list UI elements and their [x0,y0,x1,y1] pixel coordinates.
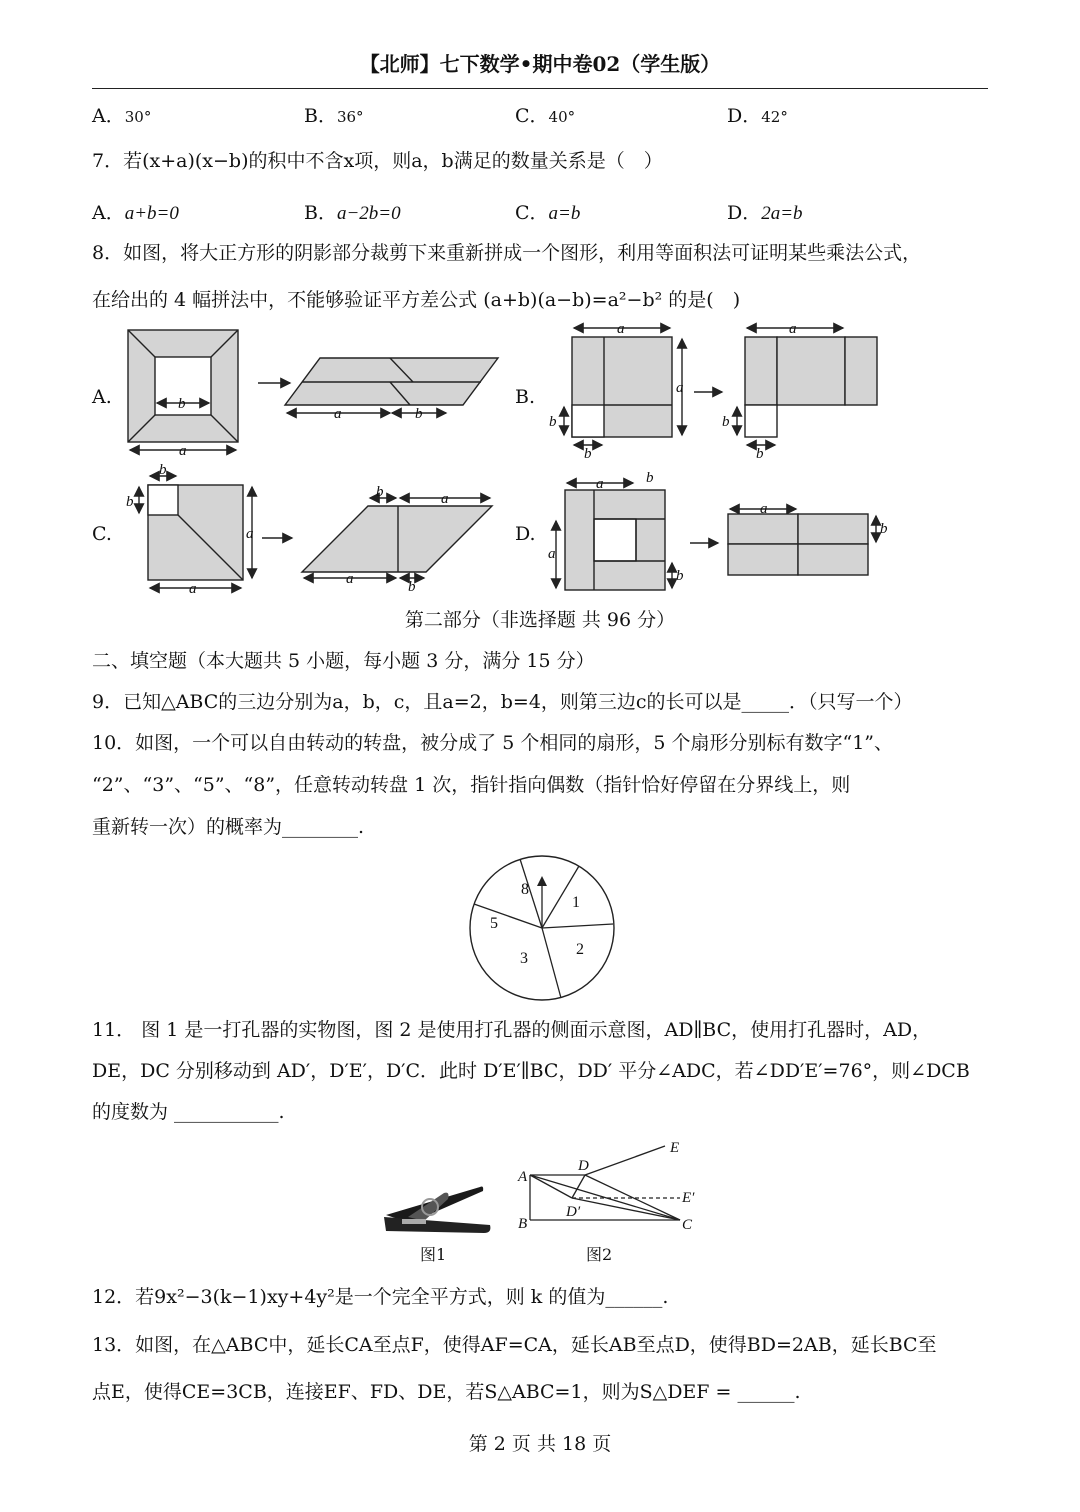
point-d-prime: D′ [566,1204,581,1220]
fig-a2-label-b: b [415,406,423,422]
hole-puncher-photo [380,1145,500,1245]
fig-d-label-b-top: b [646,470,654,486]
fig-d-label-a-top: a [596,476,604,492]
part2-title: 第二部分（非选择题 共 96 分） [404,609,676,631]
sector-1: 1 [572,894,580,911]
q8-line-2: 在给出的 4 幅拼法中，不能够验证平方差公式 (a+b)(a−b)=a²−b² 的是( ) [92,289,741,311]
point-e: E [670,1140,680,1156]
fig-c2-label-a-bottom: a [346,571,354,587]
fig-d-label-b-side: b [676,568,684,584]
page-header-title: 【北师】七下数学•期中卷02（学生版） [359,52,721,76]
q6-option-c[interactable]: C．40° [515,105,576,127]
q8-figures [0,310,1080,610]
fig-d-square [565,490,665,590]
page-footer: 第 2 页 共 18 页 [468,1433,612,1455]
fig2-caption: 图2 [586,1245,613,1264]
q8-fig-label-c[interactable]: C. [92,523,112,545]
q8-fig-label-a[interactable]: A. [92,386,112,408]
q10-line-1: 10．如图，一个可以自由转动的转盘，被分成了 5 个相同的扇形，5 个扇形分别标有数字“1”、 [92,732,893,754]
sector-2: 2 [576,941,584,958]
point-a: A [518,1169,528,1185]
fig-b-rearranged [745,337,877,437]
q13-line-2: 点E，使得CE=3CB，连接EF、FD、DE，若S△ABC=1，则为S△DEF = ______. [92,1381,801,1403]
q13-line-1: 13．如图，在△ABC中，延长CA至点F，使得AF=CA，延长AB至点D，使得BD=2AB，延长BC至 [92,1334,937,1356]
fig-d2-label-a: a [760,501,768,517]
q12-text: 12．若9x²−3(k−1)xy+4y²是一个完全平方式，则 k 的值为______. [92,1286,669,1308]
q7-stem: 7．若(x+a)(x−b)的积中不含x项，则a，b满足的数量关系是（ ） [92,150,663,172]
fig-b-label-b-bottom: b [584,446,592,462]
fig1-caption: 图1 [420,1245,447,1264]
q6-option-a[interactable]: A．30° [92,105,152,127]
fig-c-label-a-bottom: a [189,581,197,597]
point-b: B [518,1216,528,1232]
q6-option-b[interactable]: B．36° [304,105,364,127]
q9-text: 9．已知△ABC的三边分别为a，b，c，且a=2，b=4，则第三边c的长可以是_____．（只写一个） [92,691,913,713]
q8-fig-label-b[interactable]: B. [515,386,536,408]
fig-b-label-a-top: a [617,321,625,337]
header-divider [92,88,988,89]
puncher-diagram [510,1132,710,1242]
fig-c-label-b-top: b [159,462,167,478]
fig-a-parallelogram [285,358,498,405]
fig-c2-label-a-top: a [441,491,449,507]
fig-b2-label-a: a [789,321,797,337]
q8-line-1: 8．如图，将大正方形的阴影部分裁剪下来重新拼成一个图形，利用等面积法可证明某些乘法公式， [92,242,922,264]
point-e-prime: E′ [682,1190,695,1206]
q10-line-3: 重新转一次）的概率为________. [92,816,365,838]
q7-option-d[interactable]: D．2a=b [727,202,803,224]
q7-option-b[interactable]: B．a−2b=0 [304,202,401,224]
q6-option-d[interactable]: D．42° [727,105,788,127]
spinner-wheel [466,852,626,1012]
fig-c-label-b-side: b [126,494,134,510]
fig-c-square [148,485,243,580]
fig-c-parallelogram [302,506,492,572]
fig-a-label-b: b [178,396,186,412]
fig-b-label-a-side: a [676,380,684,396]
fig-a-label-a: a [179,443,187,459]
sector-3: 3 [520,950,528,967]
fig-a-square [128,330,238,442]
fig-b2-label-b-side: b [722,414,730,430]
q11-line-1: 11． 图 1 是一打孔器的实物图，图 2 是使用打孔器的侧面示意图，AD∥BC，使用打孔器时，AD， [92,1019,932,1041]
sector-5: 5 [490,915,498,932]
fig-b-square [572,337,672,437]
q10-line-2: “2”、“3”、“5”、“8”，任意转动转盘 1 次，指针指向偶数（指针恰好停留在分界线上，则 [92,774,851,796]
fig-a2-label-a: a [334,406,342,422]
point-c: C [682,1217,693,1233]
fig-d2-label-b: b [880,521,888,537]
q7-option-a[interactable]: A．a+b=0 [92,202,179,224]
q7-option-c[interactable]: C．a=b [515,202,581,224]
sector-8: 8 [521,881,529,898]
fig-b-label-b-side: b [549,414,557,430]
fig-d-label-a-side: a [548,546,556,562]
fig-b2-label-b-bottom: b [756,446,764,462]
q11-line-3: 的度数为 ___________. [92,1101,285,1123]
point-d: D [578,1158,589,1174]
fig-d-rearranged [728,514,868,575]
fig-c-label-a-side: a [246,526,254,542]
fig-c2-label-b-top: b [376,484,384,500]
fig-c2-label-b-bottom: b [408,579,416,595]
q8-fig-label-d[interactable]: D. [515,523,536,545]
section2-title: 二、填空题（本大题共 5 小题，每小题 3 分，满分 15 分） [92,650,595,672]
q11-line-2: DE，DC 分别移动到 AD′，D′E′，D′C．此时 D′E′∥BC，DD′ 平分∠ADC，若∠DD′E′=76°，则∠DCB [92,1060,970,1082]
